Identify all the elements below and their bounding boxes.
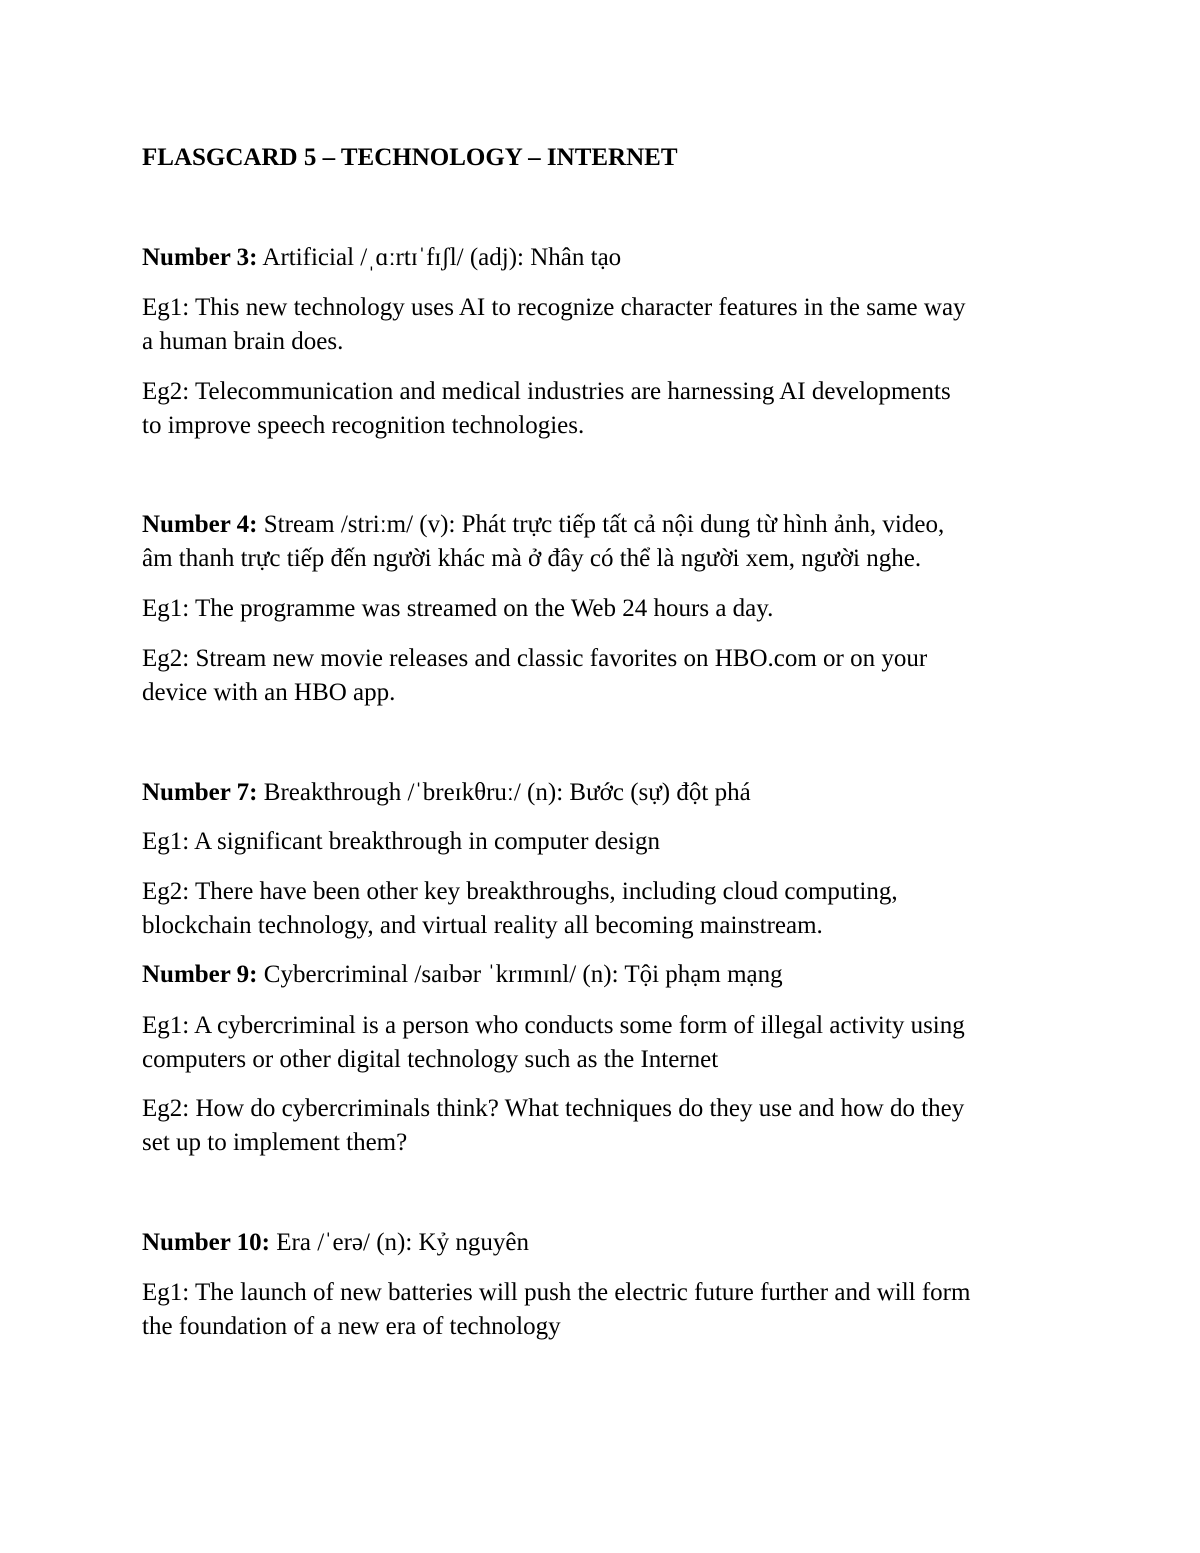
example-line: Eg1: This new technology uses AI to recognize character features in the same way — [142, 294, 966, 321]
example-line: Eg2: Telecommunication and medical industries are harnessing AI developments — [142, 378, 951, 405]
term-heading-artificial — [142, 241, 1072, 275]
term-definition: Cybercriminal /saɪbər ˈkrɪmɪnl/ (n): Tội phạm mạng — [257, 961, 783, 988]
example-line: to improve speech recognition technologies. — [142, 412, 585, 439]
term-heading-era — [142, 1226, 1072, 1260]
example-line: Eg2: There have been other key breakthroughs, including cloud computing, — [142, 878, 898, 905]
term-number-label: Number 9: — [142, 961, 258, 988]
example-line: Eg1: A significant breakthrough in computer design — [142, 828, 660, 855]
example-line: device with an HBO app. — [142, 679, 396, 706]
term-heading-cybercriminal — [142, 958, 1072, 992]
example-line: blockchain technology, and virtual reality all becoming mainstream. — [142, 912, 823, 939]
example-line: Eg2: Stream new movie releases and classic favorites on HBO.com or on your — [142, 645, 928, 672]
term-number-label: Number 7: — [142, 779, 258, 806]
term-definition: Artificial /ˌɑːrtɪˈfɪʃl/ (adj): Nhân tạo — [257, 244, 622, 271]
example-line: Eg1: The launch of new batteries will push the electric future further and will form — [142, 1279, 971, 1306]
example-line: Eg2: How do cybercriminals think? What techniques do they use and how do they — [142, 1095, 965, 1122]
term-definition: Breakthrough /ˈbreɪkθruː/ (n): Bước (sự) đột phá — [257, 779, 751, 806]
term-number-label: Number 3: — [142, 244, 258, 271]
term-number-label: Number 10: — [142, 1229, 271, 1256]
term-definition-continued: âm thanh trực tiếp đến người khác mà ở đây có thể là người xem, người nghe. — [142, 545, 922, 572]
term-number-label: Number 4: — [142, 511, 258, 538]
term-heading-breakthrough — [142, 776, 1072, 810]
example-line: a human brain does. — [142, 328, 344, 355]
example-line: computers or other digital technology such as the Internet — [142, 1046, 719, 1073]
example-line: the foundation of a new era of technology — [142, 1313, 561, 1340]
term-heading-stream — [142, 508, 1072, 542]
term-definition: Era /ˈerə/ (n): Kỷ nguyên — [270, 1229, 529, 1256]
term-definition: Stream /striːm/ (v): Phát trực tiếp tất cả nội dung từ hình ảnh, video, — [257, 511, 945, 538]
example-line: set up to implement them? — [142, 1129, 408, 1156]
example-line: Eg1: The programme was streamed on the Web 24 hours a day. — [142, 595, 774, 622]
document-title: FLASGCARD 5 – TECHNOLOGY – INTERNET — [142, 144, 678, 171]
example-line: Eg1: A cybercriminal is a person who conducts some form of illegal activity using — [142, 1012, 965, 1039]
